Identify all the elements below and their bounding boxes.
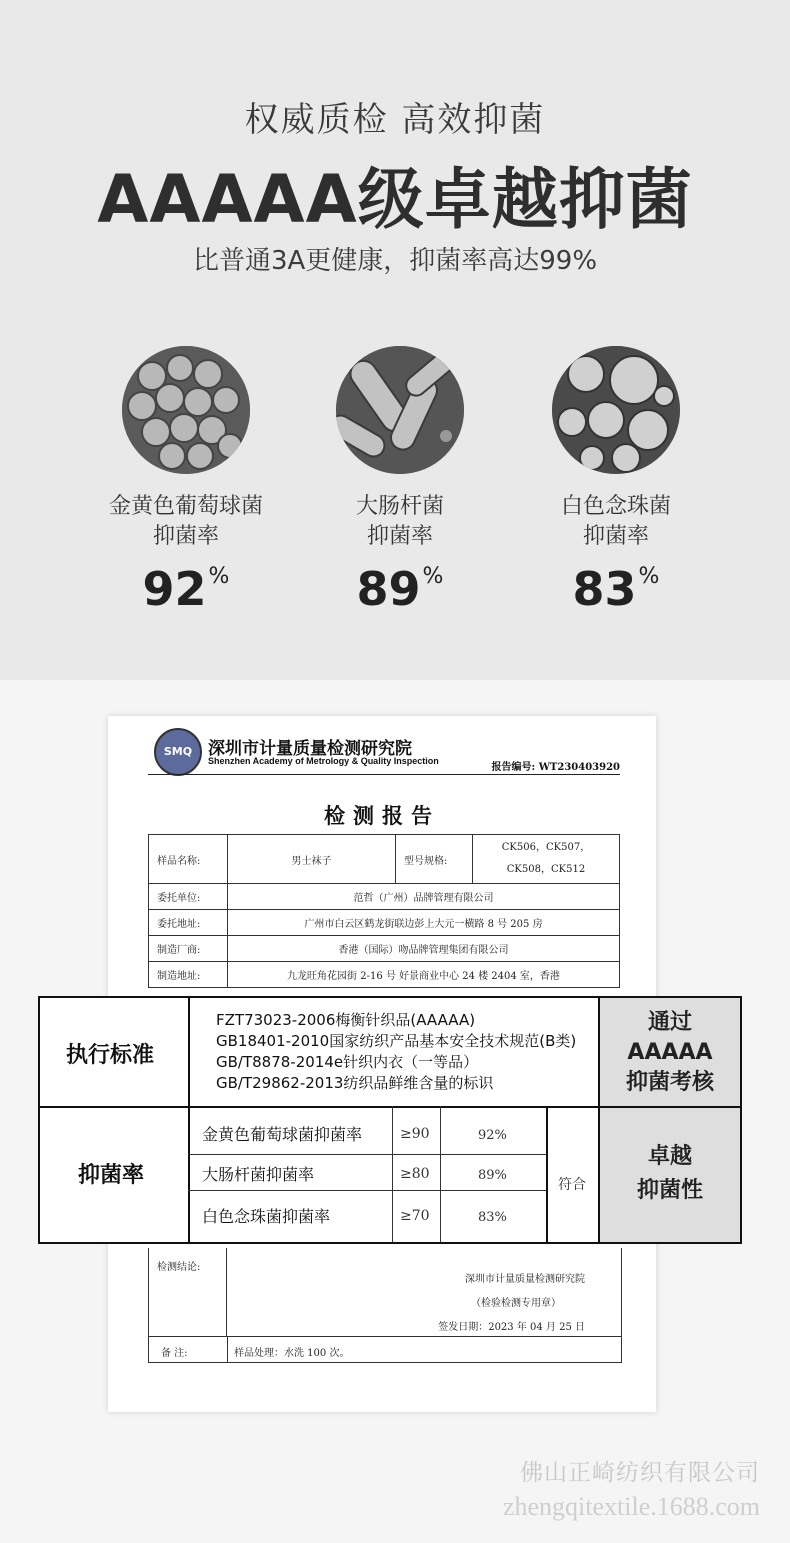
standard-item: GB/T29862-2013纺织品鲜维含量的标识 xyxy=(216,1074,494,1092)
divider xyxy=(392,1106,393,1242)
client-label: 委托单位: xyxy=(149,884,228,910)
divider xyxy=(40,1106,740,1108)
ecoli-image xyxy=(336,346,464,474)
standard-label: 执行标准 xyxy=(66,1043,155,1068)
institute-name-en: Shenzhen Academy of Metrology & Quality Inspection xyxy=(208,756,439,766)
divider xyxy=(546,1106,548,1242)
report-info-table xyxy=(148,834,620,988)
bacteria-staph xyxy=(76,346,296,616)
maker-address-label: 制造地址: xyxy=(149,962,228,988)
bacteria-rate-label: 抑菌率 xyxy=(366,524,433,549)
report-title: 检测报告 xyxy=(324,803,440,828)
rate-threshold: ≥80 xyxy=(400,1166,430,1182)
hero-subtitle: 权威质检 高效抑菌 xyxy=(244,100,546,140)
rate-result: 92% xyxy=(478,1128,507,1143)
table-row xyxy=(149,936,620,962)
rate-item: 白色念珠菌抑菌率 xyxy=(202,1207,331,1226)
summary-table xyxy=(38,996,742,1244)
maker-address-value: 九龙旺角花园街 2-16 号 好景商业中心 24 楼 2404 室，香港 xyxy=(228,962,620,988)
sample-label: 样品名称: xyxy=(149,835,228,884)
report-number: 报告编号: WT230403920 xyxy=(491,762,620,773)
client-address-value: 广州市白云区鹤龙街联边彭上大元一横路 8 号 205 房 xyxy=(228,910,620,936)
candida-image xyxy=(552,346,680,474)
hero-title: AAAAA级卓越抑菌 xyxy=(97,161,693,238)
maker-value: 香港（国际）吻品牌管理集团有限公司 xyxy=(228,936,620,962)
client-address-label: 委托地址: xyxy=(149,910,228,936)
conclusion-label: 检测结论: xyxy=(149,1248,227,1336)
pass-text: 通过 AAAAA 抑菌考核 xyxy=(625,1010,714,1095)
sample-value: 男士袜子 xyxy=(228,835,396,884)
divider xyxy=(440,1106,441,1242)
table-row xyxy=(149,910,620,936)
hero-description: 比普通3A更健康，抑菌率高达99% xyxy=(192,246,598,276)
rate-result: 83% xyxy=(478,1210,507,1225)
remark-label: 备 注: xyxy=(161,1348,188,1359)
company-watermark: 佛山正崎纺织有限公司 xyxy=(520,1460,760,1486)
bacteria-rate: 92% xyxy=(142,562,230,616)
excellent-text: 卓越 抑菌性 xyxy=(636,1144,703,1203)
staph-image xyxy=(122,346,250,474)
bacteria-rate: 89% xyxy=(356,562,444,616)
bacteria-ecoli xyxy=(290,346,510,616)
rate-threshold: ≥70 xyxy=(400,1208,430,1224)
smq-logo: SMQ xyxy=(154,728,202,776)
client-value: 范哲（广州）品牌管理有限公司 xyxy=(228,884,620,910)
standard-item: FZT73023-2006梅衡针织品(AAAAA) xyxy=(216,1011,476,1029)
conclusion-org: 深圳市计量质量检测研究院 xyxy=(465,1274,585,1285)
bacteria-rate-label: 抑菌率 xyxy=(152,524,219,549)
rate-threshold: ≥90 xyxy=(400,1126,430,1142)
conclusion-section xyxy=(148,1248,622,1363)
divider xyxy=(188,998,190,1242)
standard-item: GB18401-2010国家纺织产品基本安全技术规范(B类) xyxy=(216,1032,577,1050)
bacteria-name: 金黄色葡萄球菌 xyxy=(108,494,263,519)
table-row xyxy=(149,884,620,910)
remark-value: 样品处理：水洗 100 次。 xyxy=(227,1337,349,1363)
header-rule xyxy=(148,774,620,775)
rate-label: 抑菌率 xyxy=(78,1163,145,1188)
bacteria-name: 白色念珠菌 xyxy=(560,494,671,519)
site-watermark: zhengqitextile.1688.com xyxy=(502,1492,760,1521)
bacteria-candida xyxy=(506,346,726,616)
rate-item: 金黄色葡萄球菌抑菌率 xyxy=(202,1125,363,1144)
standards-list xyxy=(216,1010,576,1094)
table-row xyxy=(149,962,620,988)
maker-label: 制造厂商: xyxy=(149,936,228,962)
remark-row xyxy=(149,1336,621,1363)
rate-item: 大肠杆菌抑菌率 xyxy=(202,1165,315,1184)
bacteria-rate-label: 抑菌率 xyxy=(582,524,649,549)
bacteria-rate: 83% xyxy=(572,562,660,616)
divider xyxy=(188,1190,546,1191)
institute-name-cn: 深圳市计量质量检测研究院 xyxy=(208,739,412,759)
model-label: 型号规格: xyxy=(396,835,473,884)
standard-item: GB/T8878-2014e针织内衣（一等品） xyxy=(216,1053,479,1071)
rate-result: 89% xyxy=(478,1168,507,1183)
conclusion-date: 签发日期：2023 年 04 月 25 日 xyxy=(438,1322,585,1333)
verdict: 符合 xyxy=(558,1177,586,1193)
table-row xyxy=(149,835,620,884)
conclusion-seal: （检验检测专用章） xyxy=(471,1298,561,1309)
model-value: CK506，CK507， CK508，CK512 xyxy=(473,835,620,884)
divider xyxy=(188,1154,546,1155)
bacteria-name: 大肠杆菌 xyxy=(355,494,444,519)
